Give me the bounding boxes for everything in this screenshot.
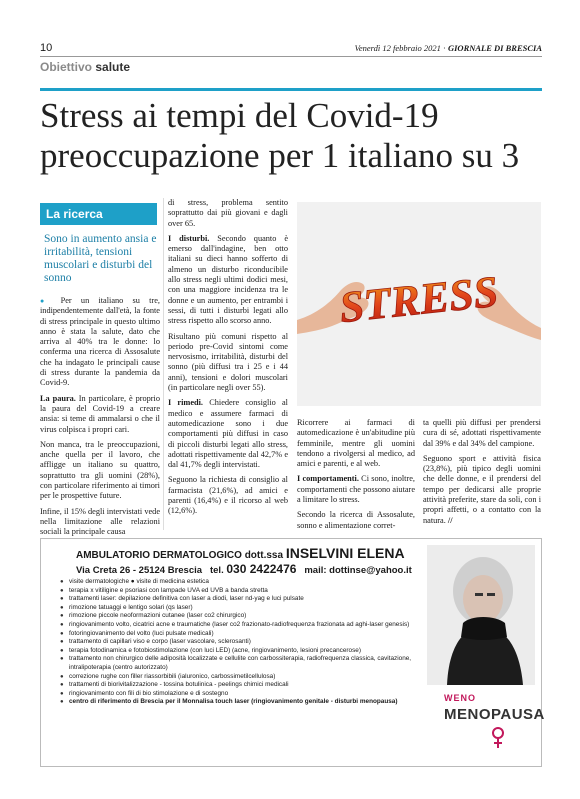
paragraph: Risultano più comuni rispetto al periodo pre-Covid sintomi come nervosismo, irritabilità, disturbi del sonno (più diffusi tra i 25 e i 44 anni), tensioni e dolori muscolari (in particolare negli over 55). [168,331,288,393]
box-label: La ricerca [40,203,157,225]
article-column-1 [40,296,160,543]
paragraph: Secondo la ricerca di Assosalute, sonno e alimentazione corret- [297,510,415,530]
ad-service-item: ● visite dermatologiche ● visite di medicina estetica [60,578,425,587]
ad-clinic-name [76,545,405,561]
ad-logo-top: WENO [444,693,476,703]
ad-service-item: ● fotoringiovanimento del volto (luci pulsate medicali) [60,630,425,639]
article-subhead: Sono in aumento ansia e irritabilità, tensioni muscolari e disturbi del sonno [44,233,157,284]
article-column-4 [423,418,541,531]
ad-service-item: ● terapia x vitiligine e psoriasi con lampade UVA ed UVB a banda stretta [60,587,425,596]
paragraph-text: In particolare, è proprio la paura del Covid-19 a creare ansia: si teme di ammalarsi o che il virus colpisca i propri cari. [40,393,160,434]
ad-service-item: ● ringiovanimento volto, cicatrici acne e traumatiche (laser co2 frazionato-radiofrequenza frazionata ad aghi-laser genesis) [60,621,425,630]
header-separator: · [443,43,446,53]
column-divider [163,198,164,530]
paragraph: di stress, problema sentito soprattutto dai più giovani e dagli over 65. [168,198,288,228]
stress-illustration [297,202,541,406]
paragraph-text: Chiedere consiglio al medico e assumere farmaci di automedicazione sono i due comportamenti più diffusi in caso di piccoli disturbi legati allo stress, adottati rispettivamente dal 42,7% e dal 41,7% degli intervistati. [168,398,288,470]
publication-name: GIORNALE DI BRESCIA [447,43,542,53]
ad-service-item: ● trattamenti di biorivitalizzazione - tossina botulinica - peelings chimici medicali [60,681,425,690]
ad-service-item: ● rimozione tatuaggi e lentigo solari (qs laser) [60,604,425,613]
paragraph: Infine, il 15% degli intervistati vede nella limitazione alle relazioni sociali la principale causa [40,506,160,537]
section-topic: salute [95,60,131,74]
paragraph-text: Seguono sport e attività fisica (23,8%), più tipico degli uomini che delle donne, e il prendersi del tempo per dedicarsi alle proprie attività preferite, stare da soli, con i propri affetti, o a contatto con la natura. [423,453,541,525]
paragraph-lead: I comportamenti. [297,474,359,484]
ad-service-item: ● trattamento non chirurgico delle adiposità localizzate e cellulite con carbossiterapia, radiofrequenza classica, cavitazione, intralipoterapia (centro autorizzato) [60,655,425,672]
paragraph: ta quelli più diffusi per prendersi cura di sé, adottati rispettivamente dal 39% e dal 34% del campione. [423,418,541,448]
ad-tel-label: tel. [209,565,224,576]
title-line-2: preoccupazione per 1 italiano su 3 [40,136,520,175]
paragraph [40,296,160,389]
paragraph-text: Per un italiano su tre, indipendentemente dall'età, la fonte di stress principale in questo ultimo anno è stata la salute, dato che arriva al 40% tra le donne: lo conferma una ricerca di Assosalute che ha indagato le principali cause di stress durante la pandemia da Covid-9. [40,296,160,388]
paragraph-text: Secondo quanto è emerso dall'indagine, ben otto italiani su dieci hanno sofferto di almeno un disturbo riconducibile allo stress negli ultimi dodici mesi, con una maggiore incidenza tra le donne e un aumento, per entrambi i sessi, di tutti i disturbi legati allo stress rispetto allo scorso anno. [168,233,289,326]
page-header-info [355,43,542,53]
ad-service-item: ● ringiovanimento con fili di bio stimolazione e di sostegno [60,690,425,699]
paragraph-lead: La paura. [40,393,76,403]
article-title [40,96,550,176]
ad-service-item: ● trattamento di capillari viso e corpo (laser vascolare, sclerosanti) [60,638,425,647]
stress-word: STRESS [337,266,501,333]
section-accent-bar [40,88,542,91]
ad-portrait-photo [427,545,535,685]
paragraph [423,454,541,526]
ad-service-item: ● rimozione piccole neoformazioni cutanee (laser co2 chirurgico) [60,612,425,621]
ad-services-list [60,578,425,707]
paragraph [40,394,160,435]
paragraph [297,474,415,505]
ad-address: Via Creta 26 - 25124 Brescia [76,565,203,576]
paragraph: Ricorrere ai farmaci di automedicazione è un'abitudine più femminile, mentre gli uomini tendono a rivolgersi al medico, ad amici e parenti, e al web. [297,418,415,469]
ad-service-item: ● centro di riferimento di Brescia per il Monnalisa touch laser (ringiovanimento genitale - disturbi menopausa) [60,698,425,707]
ad-service-item: ● correzione rughe con filler riassorbibili (ialuronico, carbossimetilcellulosa) [60,673,425,682]
section-kicker: Obiettivo [40,60,93,74]
article-end-mark: // [447,515,453,525]
ad-service-item: ● terapia fotodinamica e fotobiostimolazione (con luci LED) (acne, ringiovanimento, lesioni precancerose) [60,647,425,656]
paragraph-text: Ci sono, inoltre, comportamenti che possono aiutare a limitare lo stress. [297,474,415,505]
ad-service-item: ● trattamenti laser: depilazione definitiva con laser a diodi, laser nd-yag e luci pulsate [60,595,425,604]
ad-doctor-name: INSELVINI ELENA [285,545,405,561]
ad-phone: 030 2422476 [226,562,297,576]
page-number: 10 [40,42,53,54]
ad-email: mail: dottinse@yahoo.it [304,565,412,576]
issue-date: Venerdì 12 febbraio 2021 [354,43,441,53]
female-symbol-icon [490,726,506,750]
paragraph-lead: I rimedi. [168,398,204,408]
article-column-3 [297,418,415,536]
stress-photo [297,202,541,406]
paragraph: Seguono la richiesta di consiglio al farmacista (21,6%), ad amici e parenti (16,4%) e il ricorso al web (12,6%). [168,475,288,516]
woman-portrait-icon [427,545,535,685]
paragraph [168,398,288,470]
title-line-1: Stress ai tempi del Covid-19 [40,96,439,135]
paragraph: Non manca, tra le preoccupazioni, anche quella per il lavoro, che affligge un italiano su quattro, soprattutto tra gli uomini (28%), con particolare riferimento ai timori per le prospettive future. [40,439,160,501]
paragraph-lead: I disturbi. [168,233,210,243]
ad-clinic-prefix: AMBULATORIO DERMATOLOGICO dott.ssa [76,550,284,561]
ad-logo-bottom: MENOPAUSA [444,706,545,723]
paragraph [168,234,288,327]
article-column-2 [168,198,288,522]
header-divider [40,56,542,57]
bullet-icon: ● [40,297,52,305]
section-label [40,60,130,74]
ad-contact [76,562,412,576]
